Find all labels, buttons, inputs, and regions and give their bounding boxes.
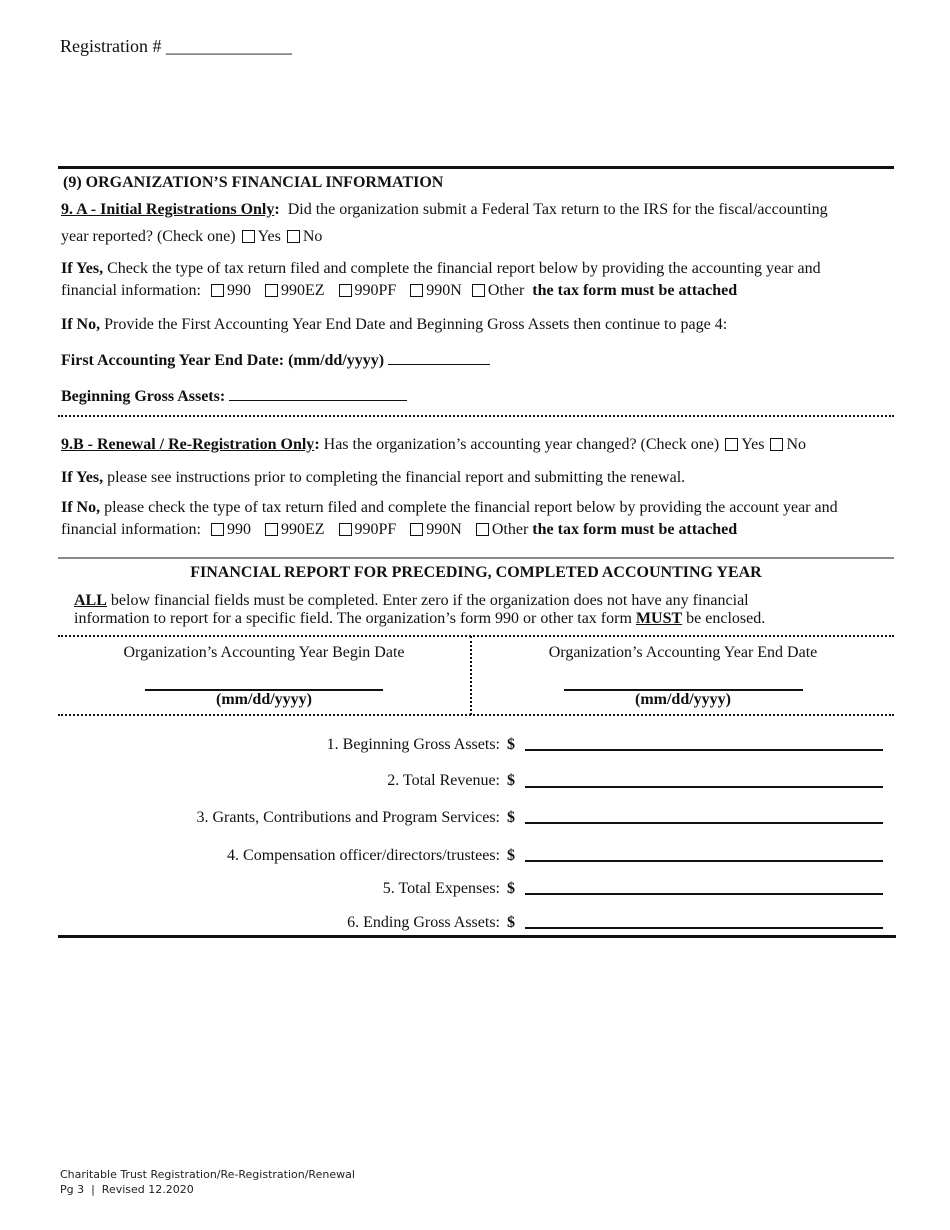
currency-symbol: $ xyxy=(507,914,515,931)
end-date-label: Organization’s Accounting Year End Date xyxy=(548,644,818,661)
beginning-gross-assets-amount[interactable] xyxy=(525,749,883,751)
total-revenue-amount[interactable] xyxy=(525,786,883,788)
part-a-990ez-checkbox[interactable] xyxy=(265,284,278,297)
currency-symbol: $ xyxy=(507,880,515,897)
part-a-if-yes-label: If Yes, xyxy=(61,260,104,277)
line-total-revenue-label: 2. Total Revenue: xyxy=(387,772,500,789)
registration-label: Registration # xyxy=(60,36,162,56)
part-a-if-yes: If Yes, Check the type of tax return filed and complete the financial report below by providing the accounting year and xyxy=(61,260,821,277)
part-a-question-line1: Did the organization submit a Federal Tax return to the IRS for the fiscal/accounting xyxy=(287,201,828,218)
line-grants-label: 3. Grants, Contributions and Program Services: xyxy=(196,809,500,826)
part-a-other-checkbox[interactable] xyxy=(472,284,485,297)
footer-form-name: Charitable Trust Registration/Re-Registration/Renewal xyxy=(60,1168,355,1181)
part-a-yes-checkbox[interactable] xyxy=(242,230,255,243)
part-b-heading: 9.B - Renewal / Re-Registration Only xyxy=(61,436,315,453)
first-year-end-date-input[interactable] xyxy=(388,364,490,365)
begin-date-format: (mm/dd/yyyy) xyxy=(216,691,312,708)
grants-amount[interactable] xyxy=(525,822,883,824)
registration-number xyxy=(60,35,292,57)
part-a-990-checkbox[interactable] xyxy=(211,284,224,297)
currency-symbol: $ xyxy=(507,772,515,789)
part-a-yes-label: Yes xyxy=(257,228,281,245)
ending-gross-assets-amount[interactable] xyxy=(525,927,883,929)
line-total-expenses-label: 5. Total Expenses: xyxy=(382,880,500,897)
part-b-990ez-checkbox[interactable] xyxy=(265,523,278,536)
date-box-top xyxy=(58,635,894,637)
section-title: (9) ORGANIZATION’S FINANCIAL INFORMATION xyxy=(63,174,444,191)
section-top-rule xyxy=(58,166,894,169)
part-b-tax-forms: financial information: 990 990EZ 990PF 990N Other the tax form must be attached xyxy=(61,521,738,538)
part-a-no-checkbox[interactable] xyxy=(287,230,300,243)
beginning-gross-assets-input[interactable] xyxy=(229,400,407,401)
part-b-no-checkbox[interactable] xyxy=(770,438,783,451)
report-instructions-line1: ALL below financial fields must be completed. Enter zero if the organization does not have any financial xyxy=(74,592,749,609)
dotted-separator xyxy=(58,415,894,417)
first-year-end-date-field: First Accounting Year End Date: (mm/dd/yyyy) xyxy=(61,351,490,371)
part-a-heading: 9. A - Initial Registrations Only xyxy=(61,201,275,218)
part-b-990-checkbox[interactable] xyxy=(211,523,224,536)
footer-page-info: Pg 3 | Revised 12.2020 xyxy=(60,1183,194,1196)
report-instructions-line2: information to report for a specific field. The organization’s form 990 or other tax form MUST be enclosed. xyxy=(74,610,766,627)
part-a-990pf-checkbox[interactable] xyxy=(339,284,352,297)
part-a-990n-checkbox[interactable] xyxy=(410,284,423,297)
part-a-attach-note: the tax form must be attached xyxy=(532,282,738,299)
part-b-990n-checkbox[interactable] xyxy=(410,523,423,536)
total-expenses-amount[interactable] xyxy=(525,893,883,895)
date-box-bottom xyxy=(58,714,894,716)
currency-symbol: $ xyxy=(507,809,515,826)
part-b-if-no: If No, please check the type of tax return filed and complete the financial report below by providing the account year and xyxy=(61,499,838,516)
currency-symbol: $ xyxy=(507,847,515,864)
end-date-format: (mm/dd/yyyy) xyxy=(635,691,731,708)
part-a-question-line2: year reported? (Check one) Yes No xyxy=(61,228,323,245)
part-a-tax-forms: financial information: 990 990EZ 990PF 990N Other the tax form must be attached xyxy=(61,282,738,299)
currency-symbol: $ xyxy=(507,736,515,753)
part-b-yes-checkbox[interactable] xyxy=(725,438,738,451)
footer xyxy=(60,1167,355,1197)
report-title: FINANCIAL REPORT FOR PRECEDING, COMPLETED ACCOUNTING YEAR xyxy=(190,564,762,581)
line-ending-gross-assets-label: 6. Ending Gross Assets: xyxy=(347,914,500,931)
part-b-if-yes: If Yes, please see instructions prior to completing the financial report and submitting the renewal. xyxy=(61,469,686,486)
part-a-question: 9. A - Initial Registrations Only: Did the organization submit a Federal Tax return to the IRS for the fiscal/accounting xyxy=(61,201,828,218)
part-b-attach-note: the tax form must be attached xyxy=(532,521,738,538)
report-bottom-rule xyxy=(58,935,896,938)
line-compensation-label: 4. Compensation officer/directors/trustees: xyxy=(227,847,500,864)
begin-date-label: Organization’s Accounting Year Begin Date xyxy=(123,644,405,661)
registration-blank[interactable]: ______________ xyxy=(166,36,292,56)
part-b-other-checkbox[interactable] xyxy=(476,523,489,536)
part-a-if-no: If No, Provide the First Accounting Year End Date and Beginning Gross Assets then continue to page 4: xyxy=(61,316,728,333)
part-b-question: 9.B - Renewal / Re-Registration Only: Has the organization’s accounting year changed? (Check one) Yes No xyxy=(61,436,807,453)
part-b-990pf-checkbox[interactable] xyxy=(339,523,352,536)
report-top-rule xyxy=(58,557,894,559)
compensation-amount[interactable] xyxy=(525,860,883,862)
part-a-no-label: No xyxy=(302,228,323,245)
beginning-gross-assets-field: Beginning Gross Assets: xyxy=(61,387,407,407)
line-beginning-gross-assets-label: 1. Beginning Gross Assets: xyxy=(326,736,500,753)
